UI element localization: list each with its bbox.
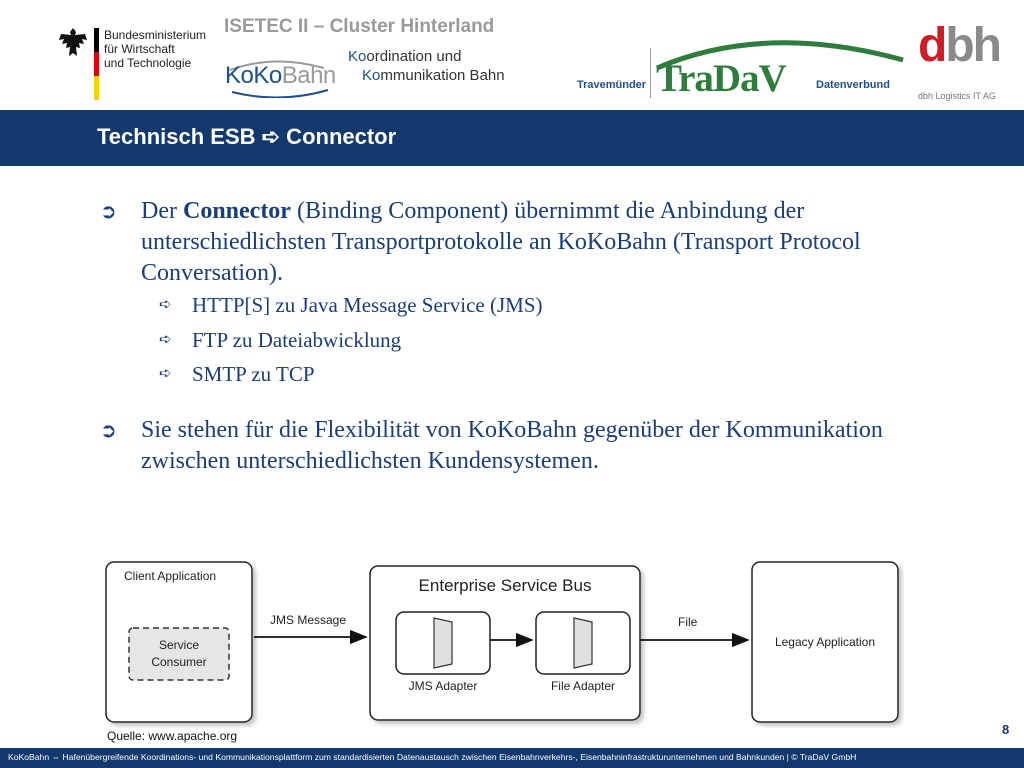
file-label: File (678, 615, 698, 629)
sub-item-text: HTTP[S] zu Java Message Service (JMS) (192, 293, 543, 317)
esb-diagram (104, 560, 904, 728)
esb-title: Enterprise Service Bus (418, 576, 592, 595)
tagline-ko1: Ko (348, 48, 367, 65)
tradav-left-label: Travemünder (577, 79, 647, 91)
bullet1-bold: Connector (182, 198, 291, 224)
ministry-line1: Bundesministerium (104, 28, 207, 42)
ministry-logo-text (104, 28, 206, 70)
sub-item-text: FTP zu Dateiabwicklung (192, 328, 402, 352)
ministry-line2: für Wirtschaft (104, 42, 175, 56)
service-consumer-box (129, 628, 229, 680)
legacy-application-label: Legacy Application (774, 635, 876, 649)
footer-text: KoKoBahn ⇔ Hafenübergreifende Koordinations- und Kommunikationsplattform zum standardisierten Datenaustausch zwischen Eisenbahnverkehrs-, Eisenbahninfrastrukturunternehmen und Bahnkunden | © TraDaV GmbH (8, 752, 857, 762)
kokobahn-logo-part1: KoKo (225, 62, 282, 89)
jms-adapter-label: JMS Adapter (408, 679, 478, 693)
ministry-line3: und Technologie (104, 56, 192, 70)
tagline-ko2: Ko (362, 67, 381, 84)
bullet1-lead: Der (141, 198, 183, 224)
bullet-flexibility-text: Sie stehen für die Flexibilität von KoKoBahn gegenüber der Kommunikation zwischen unterschiedlichsten Kundensystemen. (141, 417, 883, 474)
file-adapter-label: File Adapter (550, 679, 616, 693)
dbh-logo-d: d (918, 19, 946, 72)
service-consumer-label-2: Consumer (151, 655, 207, 669)
page-number: 8 (1002, 722, 1010, 737)
client-application-label: Client Application (124, 569, 217, 583)
service-consumer-label-1: Service (158, 638, 200, 652)
federal-eagle-icon (58, 26, 88, 60)
slide-title: Technisch ESB ➪ Connector (97, 124, 397, 149)
sub-arrow-icon: ➪ (159, 364, 172, 382)
sub-item-text: SMTP zu TCP (192, 362, 315, 386)
bullet-arrow-icon: ➲ (100, 199, 117, 223)
kokobahn-logo (225, 62, 336, 90)
dbh-logo (918, 19, 1000, 72)
sub-arrow-icon: ➪ (159, 295, 172, 313)
file-adapter-icon (574, 618, 592, 668)
tagline-rest1: ordination und (366, 48, 462, 65)
jms-adapter-icon (434, 618, 452, 668)
tradav-separator (650, 48, 651, 98)
jms-message-label: JMS Message (270, 613, 347, 627)
tradav-right-label: Datenverbund (816, 79, 890, 91)
dbh-logo-bh: bh (945, 19, 1000, 72)
cluster-title: ISETEC II – Cluster Hinterland (224, 16, 495, 37)
tradav-logo: TraDaV (656, 57, 786, 100)
source-citation: Quelle: www.apache.org (107, 729, 238, 743)
bullet-arrow-icon: ➲ (100, 418, 117, 442)
kokobahn-tagline (348, 47, 505, 85)
bullet1-rest: (Binding Component) übernimmt die Anbindung der unterschiedlichsten Transportprotokolle an KoKoBahn (Transport Protocol Conversation). (141, 198, 861, 286)
kokobahn-logo-part2: Bahn (281, 62, 336, 89)
dbh-tagline: dbh Logistics IT AG (918, 91, 996, 101)
bullet-connector-text (141, 196, 971, 289)
german-flag-stripe (94, 28, 99, 100)
tagline-rest2: mmunikation Bahn (380, 67, 505, 84)
sub-arrow-icon: ➪ (159, 330, 172, 348)
